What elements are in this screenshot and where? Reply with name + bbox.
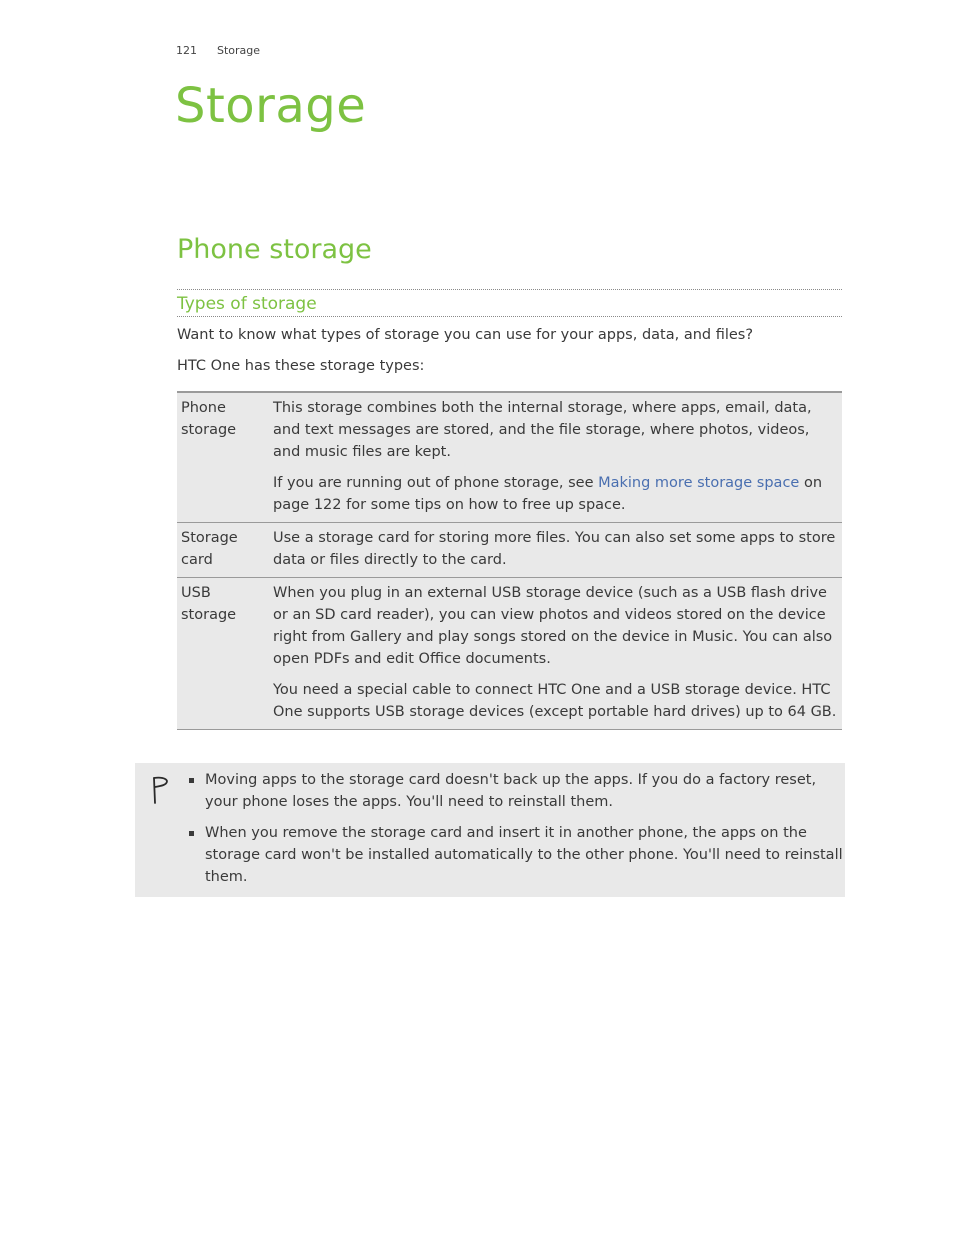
- note-box: [135, 763, 845, 897]
- storage-type-description: [269, 578, 842, 730]
- chapter-title: Storage: [175, 78, 367, 134]
- storage-type-description: [269, 392, 842, 523]
- description-paragraph: Use a storage card for storing more files. You can also set some apps to store data or files directly to the card.: [273, 530, 836, 568]
- making-more-storage-space-link[interactable]: Making more storage space: [598, 475, 800, 491]
- intro-question: Want to know what types of storage you can use for your apps, data, and files?: [177, 327, 754, 343]
- storage-type-description: [269, 523, 842, 578]
- table-row: [177, 392, 842, 523]
- subsection-title: Types of storage: [177, 294, 317, 314]
- running-header: [176, 44, 260, 57]
- running-chapter-name: Storage: [217, 44, 261, 57]
- note-list: [205, 769, 845, 897]
- section-title: Phone storage: [177, 234, 372, 265]
- description-paragraph: When you plug in an external USB storage device (such as a USB flash drive or an SD card reader), you can view photos and videos stored on the device right from Gallery and play songs stored on the device in Music. You can also open PDFs and edit Office documents.: [273, 585, 833, 667]
- page-number: 121: [176, 44, 197, 57]
- list-item: Moving apps to the storage card doesn't back up the apps. If you do a factory reset, your phone loses the apps. You'll need to reinstall them.: [205, 769, 845, 813]
- table-row: [177, 523, 842, 578]
- storage-type-term: Storage card: [181, 530, 238, 568]
- table-row: [177, 578, 842, 730]
- storage-type-term: Phone storage: [181, 400, 237, 438]
- storage-type-term: USB storage: [181, 585, 237, 623]
- list-item: When you remove the storage card and insert it in another phone, the apps on the storage card won't be installed automatically to the other phone. You'll need to reinstall them.: [205, 822, 845, 888]
- description-paragraph: This storage combines both the internal storage, where apps, email, data, and text messages are stored, and the file storage, where photos, videos, and music files are kept.: [273, 400, 812, 460]
- flag-icon: [149, 775, 171, 809]
- subsection-heading-bar: [177, 289, 842, 317]
- storage-types-table: [177, 391, 842, 730]
- intro-lead: HTC One has these storage types:: [177, 358, 425, 374]
- description-paragraph: If you are running out of phone storage, see Making more storage space on page 122 for some tips on how to free up space.: [273, 475, 823, 513]
- description-paragraph: You need a special cable to connect HTC One and a USB storage device. HTC One supports USB storage devices (except portable hard drives) up to 64 GB.: [273, 682, 837, 720]
